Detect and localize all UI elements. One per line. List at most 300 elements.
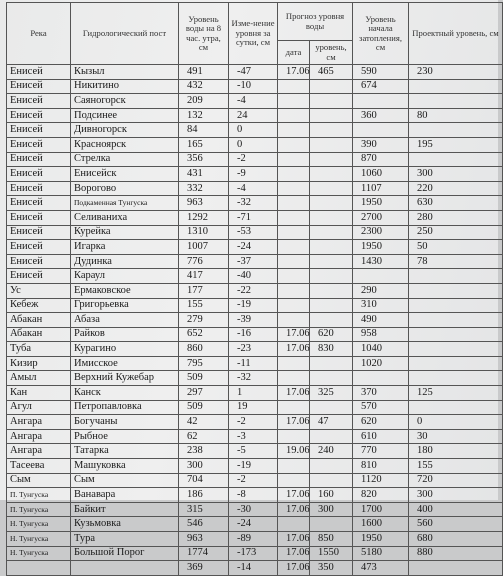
forecast-date-cell xyxy=(278,196,310,211)
change-cell: -14 xyxy=(229,561,278,576)
change-cell: -32 xyxy=(229,371,278,386)
design-level-cell: 630 xyxy=(409,196,503,211)
change-cell: 19 xyxy=(229,400,278,415)
header-forecast-level: уровень, см xyxy=(310,41,353,65)
design-level-cell xyxy=(409,152,503,167)
design-level-cell xyxy=(409,561,503,576)
post-cell: Григорьевка xyxy=(71,298,179,313)
forecast-level-cell xyxy=(310,313,353,328)
forecast-date-cell: 17.06 xyxy=(278,65,310,80)
change-cell: -89 xyxy=(229,532,278,547)
flood-start-cell xyxy=(353,123,409,138)
header-design-level: Проектный уровень, см xyxy=(409,3,503,65)
table-row xyxy=(7,386,503,401)
change-cell: -30 xyxy=(229,502,278,517)
post-cell: Сым xyxy=(71,473,179,488)
table-row xyxy=(7,415,503,430)
forecast-level-cell xyxy=(310,79,353,94)
design-level-cell xyxy=(409,342,503,357)
design-level-cell: 300 xyxy=(409,488,503,503)
change-cell: -3 xyxy=(229,429,278,444)
post-cell: Подсинее xyxy=(71,108,179,123)
design-level-cell xyxy=(409,283,503,298)
level-cell: 132 xyxy=(179,108,229,123)
forecast-level-cell xyxy=(310,108,353,123)
design-level-cell: 155 xyxy=(409,459,503,474)
forecast-date-cell xyxy=(278,356,310,371)
forecast-level-cell xyxy=(310,181,353,196)
change-cell: -11 xyxy=(229,356,278,371)
river-cell: Н. Тунгуска xyxy=(7,517,71,532)
change-cell: -19 xyxy=(229,459,278,474)
change-cell: 1 xyxy=(229,386,278,401)
table-row xyxy=(7,356,503,371)
level-cell: 1310 xyxy=(179,225,229,240)
post-cell: Красноярск xyxy=(71,137,179,152)
table-row xyxy=(7,123,503,138)
post-cell: Игарка xyxy=(71,240,179,255)
level-cell: 369 xyxy=(179,561,229,576)
design-level-cell: 680 xyxy=(409,532,503,547)
change-cell: -2 xyxy=(229,473,278,488)
table-row xyxy=(7,371,503,386)
forecast-date-cell xyxy=(278,517,310,532)
flood-start-cell: 310 xyxy=(353,298,409,313)
flood-start-cell: 1430 xyxy=(353,254,409,269)
level-cell: 1007 xyxy=(179,240,229,255)
level-cell: 155 xyxy=(179,298,229,313)
river-cell: Енисей xyxy=(7,167,71,182)
change-cell: -2 xyxy=(229,152,278,167)
table-row xyxy=(7,254,503,269)
flood-start-cell: 620 xyxy=(353,415,409,430)
level-cell: 776 xyxy=(179,254,229,269)
forecast-date-cell: 17.06 xyxy=(278,415,310,430)
forecast-date-cell: 17.06 xyxy=(278,488,310,503)
forecast-level-cell xyxy=(310,269,353,284)
design-level-cell: 180 xyxy=(409,444,503,459)
flood-start-cell: 958 xyxy=(353,327,409,342)
change-cell: -23 xyxy=(229,342,278,357)
header-change: Изме-нение уровня за сутки, см xyxy=(229,3,278,65)
forecast-date-cell: 17.06 xyxy=(278,532,310,547)
river-cell: Енисей xyxy=(7,123,71,138)
river-cell: Амыл xyxy=(7,371,71,386)
change-cell: -22 xyxy=(229,283,278,298)
level-cell: 165 xyxy=(179,137,229,152)
post-cell: Канск xyxy=(71,386,179,401)
river-cell: Енисей xyxy=(7,152,71,167)
post-cell: Ворогово xyxy=(71,181,179,196)
river-cell: Н. Тунгуска xyxy=(7,532,71,547)
river-cell: Енисей xyxy=(7,240,71,255)
level-cell: 704 xyxy=(179,473,229,488)
table-row xyxy=(7,429,503,444)
post-cell: Ванавара xyxy=(71,488,179,503)
flood-start-cell: 810 xyxy=(353,459,409,474)
design-level-cell: 280 xyxy=(409,210,503,225)
design-level-cell xyxy=(409,313,503,328)
table-row xyxy=(7,225,503,240)
forecast-date-cell xyxy=(278,459,310,474)
table-row xyxy=(7,269,503,284)
table-row xyxy=(7,167,503,182)
table-row xyxy=(7,94,503,109)
change-cell: -5 xyxy=(229,444,278,459)
table-row xyxy=(7,488,503,503)
flood-start-cell: 590 xyxy=(353,65,409,80)
table-body xyxy=(7,65,503,576)
level-cell: 432 xyxy=(179,79,229,94)
design-level-cell xyxy=(409,371,503,386)
change-cell: -40 xyxy=(229,269,278,284)
forecast-date-cell: 17.06 xyxy=(278,561,310,576)
change-cell: -10 xyxy=(229,79,278,94)
change-cell: -32 xyxy=(229,196,278,211)
header-forecast-date: дата xyxy=(278,41,310,65)
forecast-level-cell: 47 xyxy=(310,415,353,430)
forecast-date-cell xyxy=(278,94,310,109)
forecast-date-cell: 17.06 xyxy=(278,342,310,357)
post-cell: Машуковка xyxy=(71,459,179,474)
post-cell: Енисейск xyxy=(71,167,179,182)
forecast-level-cell xyxy=(310,152,353,167)
table-row xyxy=(7,342,503,357)
change-cell: -71 xyxy=(229,210,278,225)
flood-start-cell: 1107 xyxy=(353,181,409,196)
level-cell: 177 xyxy=(179,283,229,298)
design-level-cell: 0 xyxy=(409,415,503,430)
change-cell: -47 xyxy=(229,65,278,80)
post-cell: Тура xyxy=(71,532,179,547)
river-cell: Ангара xyxy=(7,415,71,430)
river-cell: Енисей xyxy=(7,79,71,94)
change-cell: -24 xyxy=(229,517,278,532)
forecast-date-cell xyxy=(278,400,310,415)
level-cell: 84 xyxy=(179,123,229,138)
level-cell: 431 xyxy=(179,167,229,182)
flood-start-cell: 2700 xyxy=(353,210,409,225)
change-cell: -19 xyxy=(229,298,278,313)
post-cell: Байкит xyxy=(71,502,179,517)
change-cell: 0 xyxy=(229,123,278,138)
change-cell: 24 xyxy=(229,108,278,123)
post-cell: Кузьмовка xyxy=(71,517,179,532)
flood-start-cell xyxy=(353,94,409,109)
post-cell: Петропавловка xyxy=(71,400,179,415)
design-level-cell xyxy=(409,79,503,94)
flood-start-cell: 360 xyxy=(353,108,409,123)
river-cell: Енисей xyxy=(7,225,71,240)
table-row xyxy=(7,561,503,576)
forecast-level-cell xyxy=(310,517,353,532)
level-cell: 417 xyxy=(179,269,229,284)
flood-start-cell: 770 xyxy=(353,444,409,459)
river-cell: Енисей xyxy=(7,94,71,109)
river-cell: Туба xyxy=(7,342,71,357)
flood-start-cell: 390 xyxy=(353,137,409,152)
level-cell: 279 xyxy=(179,313,229,328)
table-row xyxy=(7,283,503,298)
design-level-cell: 880 xyxy=(409,546,503,561)
forecast-date-cell: 19.06 xyxy=(278,444,310,459)
forecast-date-cell xyxy=(278,240,310,255)
forecast-date-cell xyxy=(278,429,310,444)
change-cell: -4 xyxy=(229,94,278,109)
forecast-date-cell xyxy=(278,123,310,138)
level-cell: 795 xyxy=(179,356,229,371)
table-row xyxy=(7,546,503,561)
level-cell: 332 xyxy=(179,181,229,196)
design-level-cell xyxy=(409,123,503,138)
table-row xyxy=(7,400,503,415)
river-cell: Енисей xyxy=(7,181,71,196)
flood-start-cell: 473 xyxy=(353,561,409,576)
forecast-level-cell xyxy=(310,225,353,240)
forecast-level-cell xyxy=(310,459,353,474)
table-row xyxy=(7,298,503,313)
change-cell: -8 xyxy=(229,488,278,503)
design-level-cell: 250 xyxy=(409,225,503,240)
flood-start-cell: 1600 xyxy=(353,517,409,532)
forecast-level-cell xyxy=(310,210,353,225)
river-cell xyxy=(7,561,71,576)
design-level-cell: 78 xyxy=(409,254,503,269)
table-row xyxy=(7,79,503,94)
forecast-date-cell xyxy=(278,254,310,269)
forecast-level-cell: 850 xyxy=(310,532,353,547)
forecast-date-cell xyxy=(278,137,310,152)
post-cell: Никитино xyxy=(71,79,179,94)
flood-start-cell: 1950 xyxy=(353,240,409,255)
change-cell: -4 xyxy=(229,181,278,196)
river-cell: Ангара xyxy=(7,429,71,444)
flood-start-cell: 674 xyxy=(353,79,409,94)
post-cell: Большой Порог xyxy=(71,546,179,561)
river-cell: Кан xyxy=(7,386,71,401)
forecast-level-cell xyxy=(310,400,353,415)
forecast-level-cell: 325 xyxy=(310,386,353,401)
forecast-date-cell xyxy=(278,210,310,225)
forecast-date-cell xyxy=(278,108,310,123)
post-cell: Дудинка xyxy=(71,254,179,269)
forecast-date-cell xyxy=(278,371,310,386)
forecast-date-cell: 17.06 xyxy=(278,546,310,561)
change-cell: -53 xyxy=(229,225,278,240)
design-level-cell: 300 xyxy=(409,167,503,182)
level-cell: 1292 xyxy=(179,210,229,225)
change-cell: -39 xyxy=(229,313,278,328)
post-cell: Курейка xyxy=(71,225,179,240)
table-row xyxy=(7,327,503,342)
level-cell: 186 xyxy=(179,488,229,503)
level-cell: 860 xyxy=(179,342,229,357)
flood-start-cell: 570 xyxy=(353,400,409,415)
forecast-date-cell xyxy=(278,79,310,94)
forecast-level-cell xyxy=(310,356,353,371)
post-cell: Подкаменная Тунгуска xyxy=(71,196,179,211)
forecast-level-cell: 620 xyxy=(310,327,353,342)
level-cell: 546 xyxy=(179,517,229,532)
change-cell: -37 xyxy=(229,254,278,269)
forecast-date-cell: 17.06 xyxy=(278,502,310,517)
design-level-cell xyxy=(409,400,503,415)
forecast-date-cell: 17.06 xyxy=(278,386,310,401)
table-row xyxy=(7,65,503,80)
forecast-level-cell xyxy=(310,473,353,488)
level-cell: 42 xyxy=(179,415,229,430)
flood-start-cell xyxy=(353,371,409,386)
flood-start-cell: 870 xyxy=(353,152,409,167)
flood-start-cell: 5180 xyxy=(353,546,409,561)
design-level-cell xyxy=(409,94,503,109)
design-level-cell xyxy=(409,298,503,313)
level-cell: 238 xyxy=(179,444,229,459)
forecast-date-cell xyxy=(278,181,310,196)
post-cell: Богучаны xyxy=(71,415,179,430)
design-level-cell: 30 xyxy=(409,429,503,444)
table-row xyxy=(7,444,503,459)
forecast-date-cell: 17.06 xyxy=(278,327,310,342)
design-level-cell: 400 xyxy=(409,502,503,517)
table-row xyxy=(7,473,503,488)
flood-start-cell: 1950 xyxy=(353,532,409,547)
forecast-level-cell xyxy=(310,137,353,152)
post-cell: Курагино xyxy=(71,342,179,357)
flood-start-cell: 290 xyxy=(353,283,409,298)
level-cell: 315 xyxy=(179,502,229,517)
change-cell: -2 xyxy=(229,415,278,430)
post-cell: Имисское xyxy=(71,356,179,371)
post-cell: Караул xyxy=(71,269,179,284)
design-level-cell xyxy=(409,356,503,371)
flood-start-cell: 1040 xyxy=(353,342,409,357)
flood-start-cell: 2300 xyxy=(353,225,409,240)
table-row xyxy=(7,210,503,225)
change-cell: -16 xyxy=(229,327,278,342)
design-level-cell: 195 xyxy=(409,137,503,152)
level-cell: 963 xyxy=(179,532,229,547)
flood-start-cell: 1950 xyxy=(353,196,409,211)
river-cell: Кебеж xyxy=(7,298,71,313)
level-cell: 62 xyxy=(179,429,229,444)
forecast-level-cell: 300 xyxy=(310,502,353,517)
river-cell: Абакан xyxy=(7,313,71,328)
flood-start-cell: 1020 xyxy=(353,356,409,371)
forecast-level-cell: 465 xyxy=(310,65,353,80)
forecast-date-cell xyxy=(278,152,310,167)
post-cell: Татарка xyxy=(71,444,179,459)
river-cell: Абакан xyxy=(7,327,71,342)
river-cell: Енисей xyxy=(7,254,71,269)
table-row xyxy=(7,240,503,255)
forecast-level-cell xyxy=(310,94,353,109)
table-row xyxy=(7,517,503,532)
river-cell: Ус xyxy=(7,283,71,298)
table-row xyxy=(7,181,503,196)
header-post: Гидрологический пост xyxy=(71,3,179,65)
forecast-level-cell xyxy=(310,254,353,269)
river-cell: Н. Тунгуска xyxy=(7,546,71,561)
design-level-cell xyxy=(409,269,503,284)
hydrology-table xyxy=(6,2,503,576)
post-cell: Райков xyxy=(71,327,179,342)
forecast-date-cell xyxy=(278,283,310,298)
forecast-level-cell xyxy=(310,196,353,211)
table-row xyxy=(7,137,503,152)
level-cell: 297 xyxy=(179,386,229,401)
forecast-date-cell xyxy=(278,167,310,182)
post-cell: Селиваниха xyxy=(71,210,179,225)
river-cell: Енисей xyxy=(7,108,71,123)
table-row xyxy=(7,459,503,474)
forecast-date-cell xyxy=(278,473,310,488)
flood-start-cell: 370 xyxy=(353,386,409,401)
forecast-level-cell: 160 xyxy=(310,488,353,503)
forecast-level-cell xyxy=(310,298,353,313)
river-cell: Агул xyxy=(7,400,71,415)
table-row xyxy=(7,532,503,547)
forecast-level-cell xyxy=(310,429,353,444)
post-cell: Верхний Кужебар xyxy=(71,371,179,386)
design-level-cell: 560 xyxy=(409,517,503,532)
post-cell: Кызыл xyxy=(71,65,179,80)
post-cell: Абаза xyxy=(71,313,179,328)
table-row xyxy=(7,502,503,517)
level-cell: 356 xyxy=(179,152,229,167)
post-cell: Рыбное xyxy=(71,429,179,444)
post-cell: Саяногорск xyxy=(71,94,179,109)
level-cell: 491 xyxy=(179,65,229,80)
river-cell: Енисей xyxy=(7,65,71,80)
forecast-level-cell xyxy=(310,371,353,386)
table-row xyxy=(7,108,503,123)
design-level-cell: 50 xyxy=(409,240,503,255)
river-cell: Енисей xyxy=(7,269,71,284)
level-cell: 963 xyxy=(179,196,229,211)
table-row xyxy=(7,152,503,167)
forecast-date-cell xyxy=(278,269,310,284)
flood-start-cell: 490 xyxy=(353,313,409,328)
river-cell: Енисей xyxy=(7,137,71,152)
level-cell: 509 xyxy=(179,400,229,415)
flood-start-cell xyxy=(353,269,409,284)
river-cell: Тасеева xyxy=(7,459,71,474)
header-level: Уровень воды на 8 час. утра, см xyxy=(179,3,229,65)
forecast-level-cell xyxy=(310,283,353,298)
level-cell: 1774 xyxy=(179,546,229,561)
level-cell: 209 xyxy=(179,94,229,109)
change-cell: 0 xyxy=(229,137,278,152)
river-cell: Ангара xyxy=(7,444,71,459)
post-cell: Дивногорск xyxy=(71,123,179,138)
change-cell: -9 xyxy=(229,167,278,182)
forecast-date-cell xyxy=(278,298,310,313)
flood-start-cell: 1120 xyxy=(353,473,409,488)
design-level-cell: 230 xyxy=(409,65,503,80)
post-cell: Ермаковское xyxy=(71,283,179,298)
river-cell: П. Тунгуска xyxy=(7,502,71,517)
forecast-level-cell: 1550 xyxy=(310,546,353,561)
forecast-level-cell xyxy=(310,240,353,255)
change-cell: -24 xyxy=(229,240,278,255)
forecast-date-cell xyxy=(278,313,310,328)
flood-start-cell: 820 xyxy=(353,488,409,503)
river-cell: П. Тунгуска xyxy=(7,488,71,503)
header-river: Река xyxy=(7,3,71,65)
forecast-level-cell: 830 xyxy=(310,342,353,357)
level-cell: 300 xyxy=(179,459,229,474)
